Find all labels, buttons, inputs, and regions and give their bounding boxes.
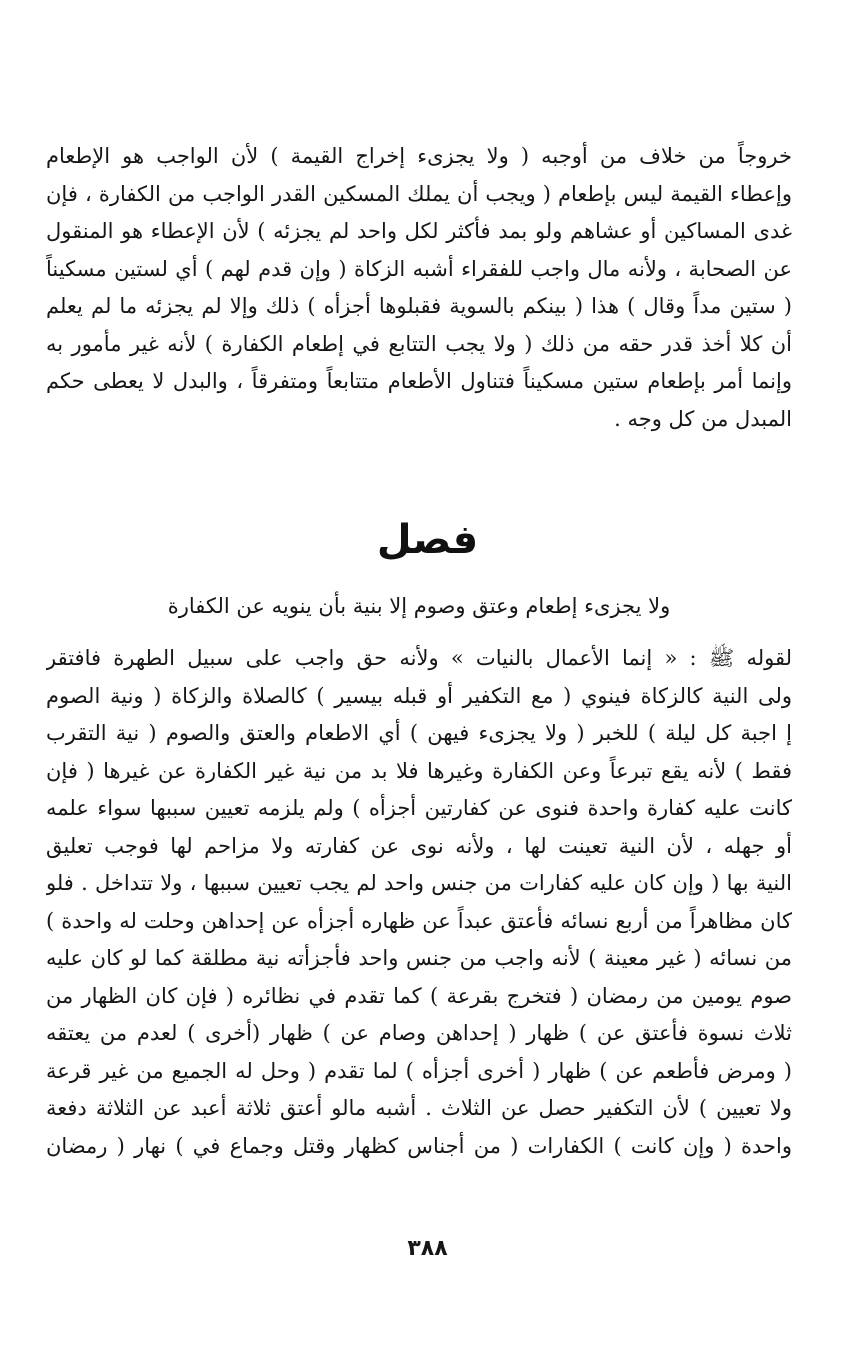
- text-line: لقوله ﷺ : « إنما الأعمال بالنيات » ولأنه حق واجب على سبيل الطهرة فافتقر: [46, 646, 792, 670]
- text-line: خروجاً من خلاف من أوجبه ( ولا يجزىء إخراج القيمة ) لأن الواجب هو الإطعام: [46, 144, 792, 168]
- text-line: ( ومرض فأطعم عن ) ظهار ( أخرى أجزأه ) لما تقدم ( وحل له الجميع من غير قرعة: [46, 1058, 792, 1083]
- text-line: ثلاث نسوة فأعتق عن ) ظهار ( إحداهن وصام عن ) ظهار (أخرى ) لعدم من يعتقه: [46, 1021, 792, 1045]
- text-line: النية بها ( وإن كان عليه كفارات من جنس واحد لم يجب تعيين سببها ، ولا تتداخل . فلو: [46, 871, 792, 895]
- text-line: ( ستين مداً وقال ) هذا ( بينكم بالسوية فقبلوها أجزأه ) ذلك وإلا لم يجزئه ما لم يعلم: [46, 294, 792, 318]
- section-rule: ولا يجزىء إطعام وعتق وصوم إلا بنية بأن ينويه عن الكفارة: [167, 594, 671, 618]
- text-line: ولى النية كالزكاة فينوي ( مع التكفير أو قبله بيسير ) كالصلاة والزكاة ( ونية الصوم: [46, 683, 792, 708]
- text-line: واحدة ( وإن كانت ) الكفارات ( من أجناس كظهار وقتل وجماع في ) نهار ( رمضان: [46, 1133, 792, 1158]
- text-line: كانت عليه كفارة واحدة فنوى عن كفارتين أجزأه ) ولم يلزمه تعيين سببها سواء علمه: [46, 796, 792, 820]
- text-line: غدى المساكين أو عشاهم ولو بمد فأكثر لكل واحد لم يجزئه ) لأن الإعطاء هو المنقول: [46, 219, 792, 243]
- text-line: ولا تعيين ) لأن التكفير حصل عن الثلاث . أشبه مالو أعتق ثلاثة أعبد عن الثلاثة دفعة: [46, 1096, 792, 1120]
- text-line: صوم يومين من رمضان ( فتخرج بقرعة ) كما تقدم في نظائره ( فإن كان الظهار من: [46, 983, 792, 1008]
- paragraph-2: [46, 640, 792, 1165]
- text-line: وإنما أمر بإطعام ستين مسكيناً فتناول الأطعام متتابعاً ومتفرقاً ، والبدل لا يعطى حكم: [46, 369, 792, 393]
- text-line: كان مظاهراً من أربع نسائه فأعتق عبداً عن ظهاره أجزأه عن إحداهن وحلت له واحدة ): [46, 908, 792, 933]
- text-line: المبدل من كل وجه .: [614, 406, 792, 431]
- text-line: من نسائه ( غير معينة ) لأنه واجب من جنس واحد فأجزأته نية مطلقة كما لو كان عليه: [46, 946, 792, 970]
- text-line: فقط ) لأنه يقع تبرعاً وعن الكفارة وغيرها فلا بد من نية غير الكفارة عن غيرها ( فإن: [46, 758, 792, 783]
- page-number: ٣٨٨: [407, 1236, 448, 1261]
- text-line: عن الصحابة ، ولأنه مال واجب للفقراء أشبه الزكاة ( وإن قدم لهم ) أي لستين مسكيناً: [46, 256, 792, 281]
- paragraph-1: [46, 138, 792, 438]
- text-line: وإعطاء القيمة ليس بإطعام ( ويجب أن يملك المسكين القدر الواجب من الكفارة ، فإن: [46, 181, 792, 206]
- section-heading: فصل: [376, 517, 479, 563]
- text-line: أن كلا أخذ قدر حقه من ذلك ( ولا يجب التتابع في إطعام الكفارة ) لأنه غير مأمور به: [46, 331, 792, 356]
- text-line: أو جهله ، لأن النية تعينت لها ، ولأنه نوى عن كفارته ولا مزاحم لها فوجب تعليق: [46, 833, 792, 858]
- text-line: إ اجبة كل ليلة ) للخبر ( ولا يجزىء فيهن ) أي الاطعام والعتق والصوم ( نية التقرب: [46, 721, 792, 745]
